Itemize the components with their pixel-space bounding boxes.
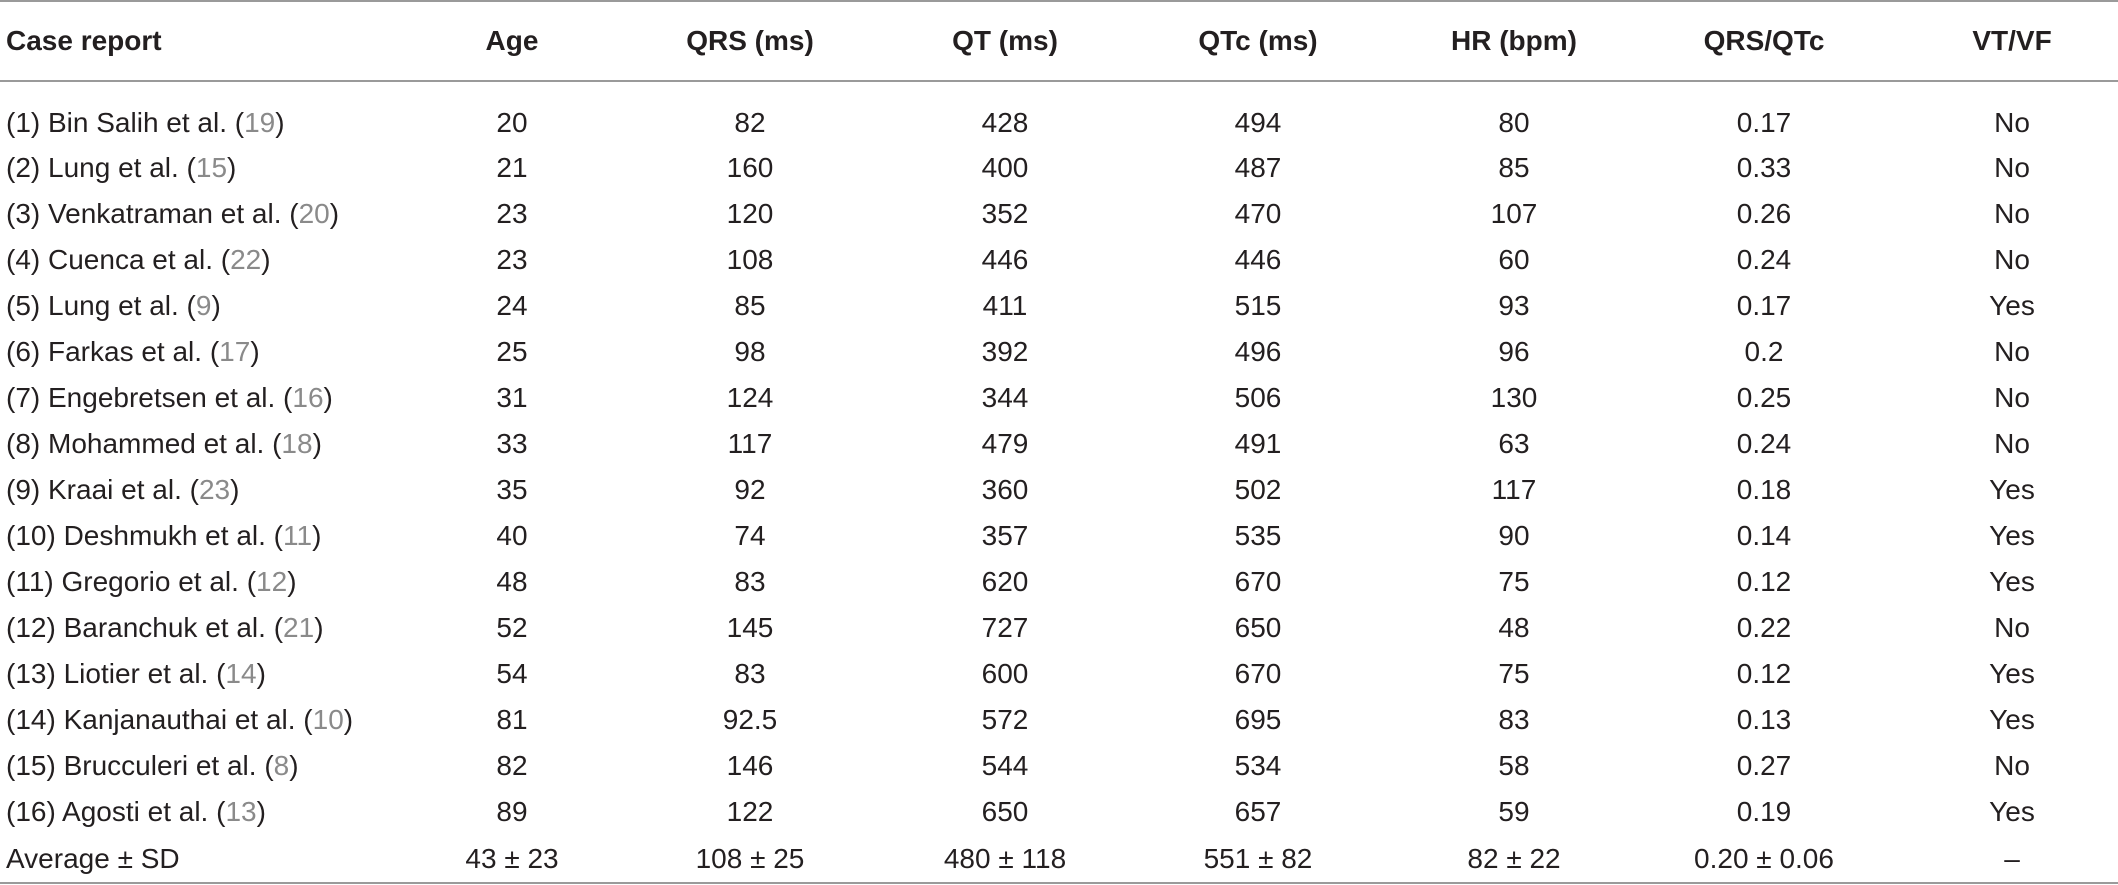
hr-cell: 93 — [1498, 290, 1530, 321]
qt-cell: 360 — [981, 474, 1029, 505]
case-label: (1) Bin Salih et al. ( — [6, 106, 245, 138]
qrs-cell: 74 — [734, 520, 766, 551]
qtc-cell: 695 — [1234, 704, 1282, 735]
qt-cell: 600 — [981, 658, 1029, 689]
summary-label: Average ± SD — [0, 835, 424, 883]
reference-link[interactable]: 11 — [283, 520, 313, 551]
table-header — [0, 1, 2118, 81]
table-row — [0, 513, 2118, 559]
qtc-cell: 534 — [1234, 750, 1282, 781]
qtc-cell: 535 — [1234, 520, 1282, 551]
table-row — [0, 375, 2118, 421]
qrs-cell: 82 — [734, 106, 766, 138]
case-label: (15) Brucculeri et al. ( — [6, 750, 274, 781]
table-row — [0, 421, 2118, 467]
case-label-close: ) — [256, 658, 266, 689]
qtc-cell: 670 — [1234, 566, 1282, 597]
case-label-close: ) — [256, 796, 266, 827]
case-label-close: ) — [312, 428, 322, 459]
case-label: (5) Lung et al. ( — [6, 290, 196, 321]
qrs-cell: 117 — [727, 428, 773, 459]
hr-cell: 60 — [1498, 244, 1530, 275]
qt-cell: 428 — [981, 106, 1029, 138]
table-row — [0, 789, 2118, 835]
case-report-cell — [0, 743, 424, 789]
case-label-close: ) — [323, 382, 333, 413]
qrs-cell: 108 — [726, 244, 774, 275]
table-row — [0, 145, 2118, 191]
case-report-cell — [0, 559, 424, 605]
qrs-cell: 83 — [734, 566, 766, 597]
qrs-cell: 124 — [726, 382, 774, 413]
qrs-qtc-cell: 0.17 — [1736, 290, 1792, 321]
qrs-cell: 120 — [726, 198, 774, 229]
reference-link[interactable]: 10 — [312, 704, 344, 735]
summary-qrs-qtc: 0.20 ± 0.06 — [1622, 835, 1906, 883]
qt-cell: 727 — [981, 612, 1029, 643]
header-qt: QT (ms) — [900, 1, 1110, 81]
vt-vf-cell: Yes — [1989, 290, 2035, 321]
case-label: (11) Gregorio et al. ( — [6, 566, 257, 597]
qt-cell: 400 — [981, 152, 1029, 183]
qrs-cell: 160 — [726, 152, 774, 183]
case-label: (2) Lung et al. ( — [6, 152, 196, 183]
qtc-cell: 491 — [1234, 428, 1282, 459]
table-row — [0, 191, 2118, 237]
table-row — [0, 697, 2118, 743]
hr-cell: 59 — [1498, 796, 1530, 827]
age-cell: 81 — [496, 704, 528, 735]
vt-vf-cell: No — [1994, 152, 2030, 183]
hr-cell: 107 — [1490, 198, 1538, 229]
hr-cell: 75 — [1498, 658, 1530, 689]
qrs-qtc-cell: 0.19 — [1736, 796, 1792, 827]
reference-link[interactable]: 22 — [230, 244, 262, 275]
vt-vf-cell: No — [1994, 198, 2030, 229]
qtc-cell: 506 — [1234, 382, 1282, 413]
header-qtc: QTc (ms) — [1110, 1, 1406, 81]
age-cell: 54 — [496, 658, 528, 689]
header-case-report: Case report — [0, 1, 424, 81]
table-row — [0, 329, 2118, 375]
case-label-close: ) — [329, 198, 340, 229]
case-label-close: ) — [275, 106, 285, 138]
qrs-qtc-cell: 0.13 — [1736, 704, 1792, 735]
case-label: (7) Engebretsen et al. ( — [6, 382, 293, 413]
qt-cell: 446 — [981, 244, 1029, 275]
header-qrs: QRS (ms) — [600, 1, 900, 81]
vt-vf-cell: Yes — [1989, 704, 2035, 735]
qtc-cell: 657 — [1234, 796, 1282, 827]
qt-cell: 357 — [981, 520, 1029, 551]
qrs-qtc-cell: 0.17 — [1736, 106, 1792, 138]
qrs-qtc-cell: 0.24 — [1736, 244, 1792, 275]
summary-qrs: 108 ± 25 — [600, 835, 900, 883]
vt-vf-cell: No — [1994, 106, 2030, 138]
qtc-cell: 494 — [1234, 106, 1282, 138]
case-label: (3) Venkatraman et al. ( — [6, 198, 299, 229]
age-cell: 21 — [496, 152, 528, 183]
age-cell: 82 — [496, 750, 528, 781]
reference-link[interactable]: 19 — [244, 106, 276, 138]
header-hr: HR (bpm) — [1406, 1, 1622, 81]
vt-vf-cell: Yes — [1989, 566, 2035, 597]
case-label-close: ) — [227, 152, 237, 183]
vt-vf-cell: No — [1994, 612, 2030, 643]
qrs-qtc-cell: 0.25 — [1736, 382, 1792, 413]
age-cell: 24 — [496, 290, 528, 321]
age-cell: 33 — [496, 428, 528, 459]
qrs-cell: 145 — [726, 612, 774, 643]
qrs-cell: 146 — [726, 750, 774, 781]
qt-cell: 479 — [981, 428, 1029, 459]
qt-cell: 411 — [982, 290, 1028, 321]
case-report-cell — [0, 237, 424, 283]
case-report-cell — [0, 697, 424, 743]
qtc-cell: 470 — [1234, 198, 1282, 229]
table-row — [0, 605, 2118, 651]
hr-cell: 90 — [1498, 520, 1530, 551]
qt-cell: 544 — [981, 750, 1029, 781]
hr-cell: 75 — [1498, 566, 1530, 597]
qrs-qtc-cell: 0.26 — [1736, 198, 1792, 229]
case-report-cell — [0, 191, 424, 237]
vt-vf-cell: Yes — [1989, 474, 2035, 505]
qrs-cell: 92 — [734, 474, 766, 505]
qt-cell: 572 — [981, 704, 1029, 735]
qtc-cell: 502 — [1234, 474, 1282, 505]
table-row — [0, 651, 2118, 697]
table-body — [0, 81, 2118, 883]
qt-cell: 650 — [981, 796, 1029, 827]
vt-vf-cell: No — [1994, 336, 2030, 367]
qrs-qtc-cell: 0.14 — [1736, 520, 1792, 551]
summary-age: 43 ± 23 — [424, 835, 600, 883]
reference-link[interactable]: 23 — [198, 474, 231, 505]
case-label: (10) Deshmukh et al. ( — [6, 520, 283, 551]
qtc-cell: 650 — [1234, 612, 1282, 643]
age-cell: 35 — [496, 474, 528, 505]
qrs-qtc-cell: 0.24 — [1736, 428, 1792, 459]
case-label-close: ) — [289, 750, 299, 781]
qt-cell: 344 — [981, 382, 1029, 413]
reference-link[interactable]: 14 — [225, 658, 257, 689]
qrs-qtc-cell: 0.12 — [1736, 566, 1792, 597]
vt-vf-cell: Yes — [1989, 658, 2035, 689]
vt-vf-cell: No — [1994, 750, 2030, 781]
case-label-close: ) — [230, 474, 240, 505]
case-label: (12) Baranchuk et al. ( — [6, 612, 284, 643]
header-age: Age — [424, 1, 600, 81]
case-label: (14) Kanjanauthai et al. ( — [6, 704, 313, 735]
age-cell: 31 — [496, 382, 528, 413]
case-label-close: ) — [312, 520, 322, 551]
case-report-cell — [0, 329, 424, 375]
age-cell: 48 — [496, 566, 528, 597]
summary-row — [0, 835, 2118, 883]
table-row — [0, 81, 2118, 145]
summary-vt-vf: – — [1906, 835, 2118, 883]
reference-link[interactable]: 21 — [283, 612, 315, 643]
case-label-close: ) — [250, 336, 260, 367]
vt-vf-cell: No — [1994, 428, 2030, 459]
reference-link[interactable]: 18 — [281, 428, 313, 459]
case-report-cell — [0, 145, 424, 191]
case-label-close: ) — [314, 612, 324, 643]
case-label: (13) Liotier et al. ( — [6, 658, 226, 689]
qrs-qtc-cell: 0.27 — [1736, 750, 1792, 781]
case-report-cell — [0, 789, 424, 835]
qrs-cell: 83 — [734, 658, 766, 689]
qrs-qtc-cell: 0.33 — [1736, 152, 1792, 183]
qrs-qtc-cell: 0.22 — [1736, 612, 1792, 643]
vt-vf-cell: Yes — [1989, 796, 2035, 827]
summary-qtc: 551 ± 82 — [1110, 835, 1406, 883]
table-row — [0, 237, 2118, 283]
vt-vf-cell: No — [1994, 382, 2030, 413]
case-label-close: ) — [287, 566, 297, 597]
qrs-cell: 92.5 — [722, 704, 778, 735]
table-row — [0, 467, 2118, 513]
reference-link[interactable]: 13 — [225, 796, 257, 827]
vt-vf-cell: Yes — [1989, 520, 2035, 551]
case-label-close: ) — [343, 704, 354, 735]
qtc-cell: 496 — [1234, 336, 1282, 367]
case-report-cell — [0, 467, 424, 513]
qt-cell: 392 — [981, 336, 1029, 367]
case-report-cell — [0, 421, 424, 467]
age-cell: 20 — [496, 106, 528, 138]
case-label: (4) Cuenca et al. ( — [6, 244, 231, 275]
case-label: (16) Agosti et al. ( — [6, 796, 226, 827]
summary-hr: 82 ± 22 — [1406, 835, 1622, 883]
qrs-cell: 85 — [734, 290, 766, 321]
case-report-cell — [0, 605, 424, 651]
hr-cell: 80 — [1498, 106, 1530, 138]
hr-cell: 130 — [1490, 382, 1538, 413]
case-label: (6) Farkas et al. ( — [6, 336, 220, 367]
header-row — [0, 1, 2118, 81]
case-report-cell — [0, 513, 424, 559]
hr-cell: 96 — [1498, 336, 1530, 367]
qtc-cell: 487 — [1234, 152, 1282, 183]
reference-link[interactable]: 16 — [292, 382, 324, 413]
hr-cell: 48 — [1498, 612, 1530, 643]
qtc-cell: 515 — [1234, 290, 1282, 321]
qrs-cell: 122 — [726, 796, 774, 827]
qt-cell: 352 — [981, 198, 1029, 229]
hr-cell: 58 — [1498, 750, 1530, 781]
hr-cell: 83 — [1498, 704, 1530, 735]
age-cell: 25 — [496, 336, 528, 367]
age-cell: 52 — [496, 612, 528, 643]
hr-cell: 63 — [1498, 428, 1530, 459]
qtc-cell: 446 — [1234, 244, 1282, 275]
case-report-cell — [0, 283, 424, 329]
qrs-cell: 98 — [734, 336, 766, 367]
case-label-close: ) — [211, 290, 221, 321]
table-row — [0, 743, 2118, 789]
qrs-qtc-cell: 0.18 — [1736, 474, 1792, 505]
header-vt-vf: VT/VF — [1906, 1, 2118, 81]
case-label: (9) Kraai et al. ( — [6, 474, 199, 505]
case-label-close: ) — [261, 244, 271, 275]
vt-vf-cell: No — [1994, 244, 2030, 275]
case-label: (8) Mohammed et al. ( — [6, 428, 282, 459]
header-qrs-qtc: QRS/QTc — [1622, 1, 1906, 81]
reference-link[interactable]: 17 — [219, 336, 251, 367]
hr-cell: 117 — [1491, 474, 1537, 505]
hr-cell: 85 — [1498, 152, 1530, 183]
reference-link[interactable]: 20 — [298, 198, 330, 229]
reference-link[interactable]: 8 — [273, 750, 290, 781]
qrs-qtc-cell: 0.2 — [1744, 336, 1784, 367]
case-report-cell — [0, 651, 424, 697]
qtc-cell: 670 — [1234, 658, 1282, 689]
case-report-cell — [0, 375, 424, 421]
age-cell: 23 — [496, 244, 528, 275]
reference-link[interactable]: 12 — [256, 566, 288, 597]
reference-link[interactable]: 9 — [195, 290, 212, 321]
qrs-qtc-cell: 0.12 — [1736, 658, 1792, 689]
qt-cell: 620 — [981, 566, 1029, 597]
age-cell: 40 — [496, 520, 528, 551]
age-cell: 89 — [496, 796, 528, 827]
table-row — [0, 283, 2118, 329]
table-row — [0, 559, 2118, 605]
age-cell: 23 — [496, 198, 528, 229]
summary-qt: 480 ± 118 — [900, 835, 1110, 883]
case-report-cell — [0, 81, 424, 145]
reference-link[interactable]: 15 — [195, 152, 228, 183]
